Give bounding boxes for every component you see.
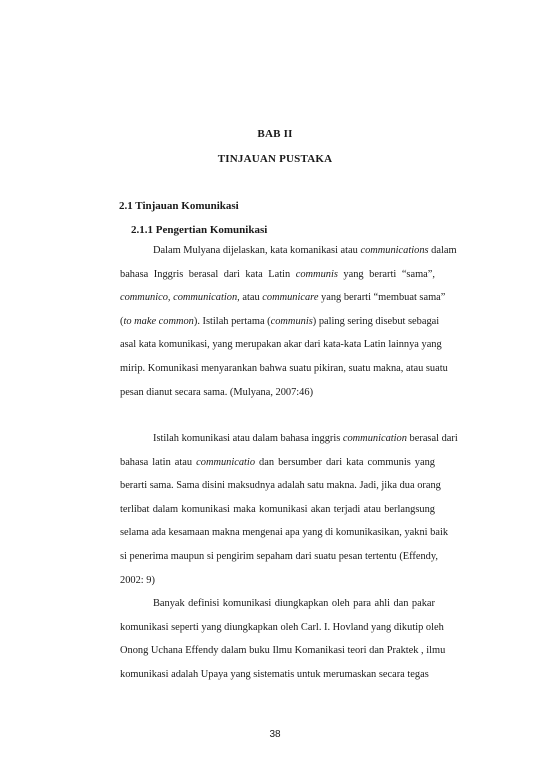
paragraph-1 bbox=[120, 244, 457, 409]
italic-term: communicatio bbox=[196, 456, 256, 468]
text-run: dan bersumber dari kata communis yang bbox=[255, 456, 435, 468]
text-line bbox=[120, 621, 444, 645]
text-run: berasal dari bbox=[406, 433, 458, 444]
text-line bbox=[120, 574, 435, 598]
text-run: berarti sama. Sama disini maksudnya adalah satu makna. Jadi, jika dua orang bbox=[120, 480, 441, 492]
text-line bbox=[120, 668, 435, 692]
chapter-title: TINJAUAN PUSTAKA bbox=[217, 153, 333, 165]
text-line bbox=[120, 291, 446, 315]
text-line bbox=[120, 550, 438, 574]
text-run: ( bbox=[120, 315, 124, 327]
text-run: asal kata komunikasi, yang merupakan akar dari kata-kata Latin lainnya yang bbox=[120, 339, 442, 351]
chapter-label: BAB II bbox=[257, 128, 293, 140]
text-run: mirip. Komunikasi menyarankan bahwa suatu pikiran, suatu makna, atau suatu bbox=[120, 362, 448, 374]
text-line bbox=[120, 362, 448, 386]
text-run: Dalam Mulyana dijelaskan, kata komanikasi atau bbox=[153, 245, 361, 256]
text-line bbox=[120, 386, 435, 410]
text-run: komunikasi adalah Upaya yang sistematis untuk merumaskan secara tegas bbox=[120, 668, 429, 680]
text-run: ). Istilah pertama ( bbox=[193, 315, 271, 327]
text-run: bahasa latin atau bbox=[120, 456, 197, 468]
text-line bbox=[120, 479, 441, 503]
italic-term: to make common bbox=[123, 315, 194, 327]
text-line bbox=[120, 597, 435, 621]
text-run: Istilah komunikasi atau dalam bahasa inggris bbox=[153, 433, 343, 444]
text-line bbox=[120, 268, 435, 292]
text-line bbox=[120, 503, 435, 527]
text-run: bahasa Inggris berasal dari kata Latin bbox=[120, 268, 296, 280]
text-run: yang berarti “membuat sama” bbox=[318, 292, 446, 304]
italic-term: communicare bbox=[262, 292, 319, 304]
text-run: 2002: 9) bbox=[120, 574, 155, 586]
italic-term: communico, communication, bbox=[120, 292, 240, 304]
paragraph-3 bbox=[120, 597, 446, 691]
text-run: yang berarti “sama”, bbox=[337, 268, 435, 280]
section-heading: 2.1 Tinjauan Komunikasi bbox=[119, 200, 239, 212]
text-line bbox=[120, 526, 449, 550]
text-run: Onong Uchana Effendy dalam buku Ilmu Komanikasi teori dan Praktek , ilmu bbox=[120, 645, 446, 657]
paragraph-2 bbox=[120, 432, 458, 597]
text-run: ) paling sering disebut sebagai bbox=[312, 315, 440, 327]
text-run: terlibat dalam komunikasi maka komunikasi akan terjadi atau berlangsung bbox=[120, 503, 435, 515]
text-run: Banyak definisi komunikasi diungkapkan oleh para ahli dan pakar bbox=[153, 598, 435, 609]
text-run: selama ada kesamaan makna mengenai apa yang di komunikasikan, yakni baik bbox=[120, 527, 449, 539]
text-line bbox=[120, 244, 457, 268]
text-run: pesan dianut secara sama. (Mulyana, 2007:46) bbox=[120, 386, 314, 398]
subsection-heading: 2.1.1 Pengertian Komunikasi bbox=[131, 224, 268, 236]
text-line bbox=[120, 315, 440, 339]
text-run: atau bbox=[239, 292, 263, 304]
page-number: 38 bbox=[269, 729, 281, 740]
text-line bbox=[120, 432, 458, 456]
text-run: dalam bbox=[428, 245, 457, 256]
text-line bbox=[120, 456, 435, 480]
text-line bbox=[120, 338, 442, 362]
italic-term: communis bbox=[295, 268, 338, 280]
italic-term: communications bbox=[360, 245, 429, 256]
italic-term: communis bbox=[270, 315, 313, 327]
text-line bbox=[120, 644, 446, 668]
text-run: si penerima maupun si pengirim sepaham dari suatu pesan tertentu (Effendy, bbox=[120, 550, 438, 562]
text-run: komunikasi seperti yang diungkapkan oleh Carl. I. Hovland yang dikutip oleh bbox=[120, 621, 444, 633]
italic-term: communication bbox=[342, 433, 407, 444]
